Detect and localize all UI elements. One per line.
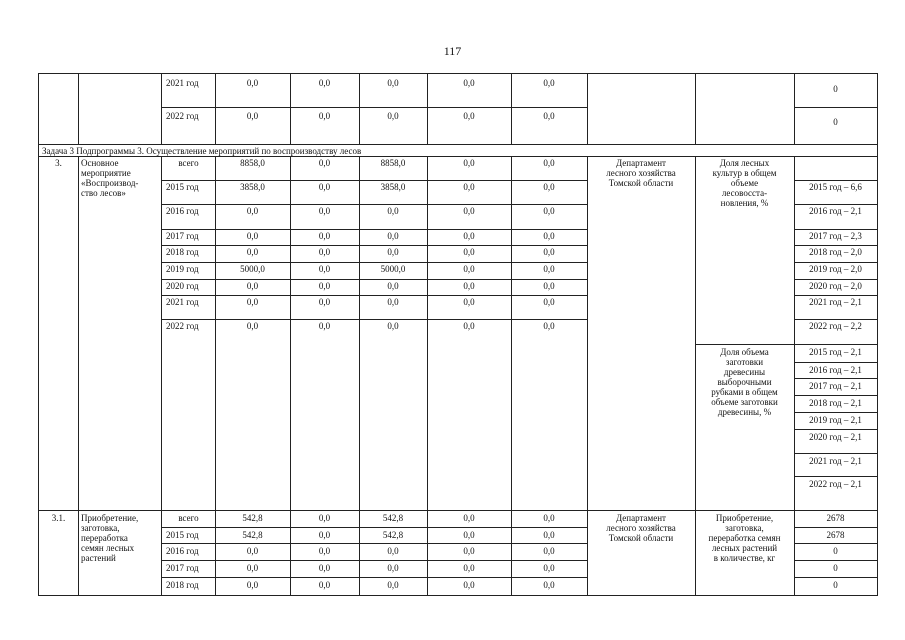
value-cell: 0,0 (318, 281, 331, 291)
value-cell: 0,0 (463, 580, 475, 590)
value-cell: 0,0 (543, 297, 555, 307)
value-cell: 0,0 (246, 297, 259, 307)
row-border (794, 180, 877, 181)
row-number: 3. (55, 158, 62, 168)
value-cell: 542,8 (382, 530, 404, 540)
indicator-name: рубками в общем (711, 387, 778, 397)
value-cell: 0,0 (318, 513, 331, 523)
year-label: всего (178, 513, 199, 523)
indicator-name: древесины (723, 367, 766, 377)
row-border (161, 295, 587, 296)
indicator-value: 0 (833, 84, 838, 94)
value-cell: 0,0 (463, 182, 475, 192)
value-cell: 0,0 (543, 182, 555, 192)
value-cell: 0,0 (318, 580, 331, 590)
row-border (161, 560, 587, 561)
indicator-name: культур в общем (712, 168, 777, 178)
column-border (78, 156, 79, 510)
row-border (161, 279, 587, 280)
value-cell: 0,0 (387, 297, 399, 307)
activity-name: мероприятие (81, 168, 131, 178)
row-border (794, 245, 877, 246)
activity-name: Приобретение, (81, 513, 139, 523)
value-cell: 0,0 (387, 580, 399, 590)
row-border (794, 395, 877, 396)
row-border (794, 295, 877, 296)
year-label: 2016 год (166, 206, 199, 216)
indicator-value: 0 (833, 546, 838, 556)
value-cell: 0,0 (543, 78, 555, 88)
value-cell: 0,0 (387, 78, 399, 88)
indicator-name: новления, % (720, 198, 769, 208)
column-border (161, 74, 162, 144)
activity-name: Основное (81, 158, 119, 168)
activity-name: растений (81, 553, 116, 563)
executor: Департамент (616, 513, 666, 523)
column-border (587, 74, 588, 144)
value-cell: 0,0 (246, 281, 259, 291)
value-cell: 0,0 (463, 78, 475, 88)
year-label: 2016 год (166, 546, 199, 556)
row-border (794, 107, 877, 108)
indicator-value: 2021 год – 2,1 (809, 456, 862, 466)
activity-name: «Воспроизвод- (81, 178, 139, 188)
indicator-name: лесовосста- (721, 188, 768, 198)
indicator-value: 2018 год – 2,1 (809, 398, 862, 408)
value-cell: 0,0 (463, 231, 475, 241)
indicator-name: древесины, % (717, 407, 772, 417)
indicator-value: 2018 год – 2,0 (809, 247, 862, 257)
row-border (161, 107, 587, 108)
row-border (161, 319, 587, 320)
value-cell: 0,0 (246, 78, 259, 88)
year-label: 2017 год (166, 231, 199, 241)
value-cell: 0,0 (318, 530, 331, 540)
row-border (794, 279, 877, 280)
row-border (794, 476, 877, 477)
indicator-value: 2016 год – 2,1 (809, 206, 862, 216)
value-cell: 5000,0 (380, 264, 406, 274)
row-border (794, 344, 877, 345)
value-cell: 0,0 (543, 580, 555, 590)
column-border (587, 156, 588, 510)
value-cell: 0,0 (318, 247, 331, 257)
indicator-name: в количестве, кг (713, 553, 776, 563)
value-cell: 0,0 (543, 513, 555, 523)
value-cell: 0,0 (387, 321, 399, 331)
value-cell: 0,0 (246, 111, 259, 121)
executor: лесного хозяйства (606, 168, 676, 178)
indicator-name: заготовки (725, 357, 764, 367)
year-label: 2022 год (166, 321, 199, 331)
value-cell: 0,0 (543, 563, 555, 573)
indicator-value: 2022 год – 2,1 (809, 479, 862, 489)
column-border (695, 156, 696, 510)
value-cell: 0,0 (318, 321, 331, 331)
value-cell: 0,0 (246, 247, 259, 257)
indicator-name: Доля лесных (719, 158, 770, 168)
value-cell: 0,0 (246, 206, 259, 216)
activity-name: заготовка, (81, 523, 120, 533)
row-border (794, 362, 877, 363)
row-border (161, 262, 587, 263)
indicator-value: 2020 год – 2,0 (809, 281, 862, 291)
executor: Томской области (608, 178, 674, 188)
indicator-name: выборочными (717, 377, 772, 387)
row-border (161, 245, 587, 246)
indicator-value: 2019 год – 2,0 (809, 264, 862, 274)
year-label: всего (178, 158, 199, 168)
value-cell: 5000,0 (240, 264, 265, 274)
value-cell: 0,0 (463, 247, 475, 257)
executor: Томской области (608, 533, 674, 543)
executor: Департамент (616, 158, 666, 168)
indicator-value: 2022 год – 2,2 (809, 321, 862, 331)
row-border (794, 412, 877, 413)
year-label: 2020 год (166, 281, 199, 291)
value-cell: 0,0 (463, 264, 475, 274)
indicator-value: 2015 год – 6,6 (809, 182, 862, 192)
program-table (38, 73, 878, 596)
activity-name: ство лесов» (81, 188, 126, 198)
indicator-name: Доля объема (720, 347, 769, 357)
value-cell: 0,0 (463, 206, 475, 216)
row-border (794, 527, 877, 528)
row-border (794, 577, 877, 578)
column-border (78, 74, 79, 144)
value-cell: 0,0 (246, 563, 259, 573)
column-border (161, 156, 162, 510)
value-cell: 8858,0 (240, 158, 265, 168)
value-cell: 0,0 (246, 231, 259, 241)
year-label: 2017 год (166, 563, 199, 573)
value-cell: 0,0 (463, 530, 475, 540)
activity-name: семян лесных (81, 543, 135, 553)
value-cell: 0,0 (318, 231, 331, 241)
row-border (161, 229, 587, 230)
value-cell: 0,0 (543, 206, 555, 216)
row-border (161, 204, 587, 205)
value-cell: 0,0 (543, 111, 555, 121)
row-border (794, 453, 877, 454)
row-border (161, 527, 587, 528)
row-border (794, 543, 877, 544)
indicator-value: 2016 год – 2,1 (809, 365, 862, 375)
executor: лесного хозяйства (606, 523, 676, 533)
row-border (161, 543, 587, 544)
value-cell: 0,0 (463, 513, 475, 523)
indicator-value: 2017 год – 2,1 (809, 381, 862, 391)
value-cell: 0,0 (318, 546, 331, 556)
indicator-name: переработка семян (708, 533, 781, 543)
year-label: 2019 год (166, 264, 199, 274)
value-cell: 0,0 (246, 546, 259, 556)
value-cell: 0,0 (318, 111, 331, 121)
year-label: 2021 год (166, 297, 199, 307)
row-border (794, 319, 877, 320)
value-cell: 3858,0 (380, 182, 406, 192)
value-cell: 0,0 (543, 321, 555, 331)
value-cell: 0,0 (543, 546, 555, 556)
value-cell: 0,0 (543, 530, 555, 540)
row-border (794, 229, 877, 230)
row-border (695, 344, 794, 345)
value-cell: 0,0 (387, 111, 399, 121)
value-cell: 0,0 (463, 563, 475, 573)
value-cell: 0,0 (387, 281, 399, 291)
value-cell: 542,8 (242, 530, 263, 540)
indicator-value: 0 (833, 580, 838, 590)
row-border (161, 577, 587, 578)
value-cell: 0,0 (463, 281, 475, 291)
row-border (794, 378, 877, 379)
value-cell: 0,0 (543, 158, 555, 168)
row-border (39, 510, 877, 511)
indicator-name: объеме заготовки (711, 397, 778, 407)
value-cell: 0,0 (463, 297, 475, 307)
indicator-name: лесных растений (711, 543, 778, 553)
year-label: 2018 год (166, 580, 199, 590)
value-cell: 8858,0 (380, 158, 406, 168)
value-cell: 0,0 (318, 563, 331, 573)
value-cell: 0,0 (318, 297, 331, 307)
value-cell: 0,0 (318, 264, 331, 274)
value-cell: 0,0 (543, 247, 555, 257)
value-cell: 0,0 (463, 111, 475, 121)
indicator-value: 0 (833, 563, 838, 573)
year-label: 2015 год (166, 530, 199, 540)
indicator-value: 2020 год – 2,1 (809, 432, 862, 442)
row-border (794, 204, 877, 205)
task-title: Задача 3 Подпрограммы 3. Осуществление мероприятий по воспроизводству лесов (42, 146, 362, 156)
activity-name: переработка (81, 533, 128, 543)
indicator-value: 2015 год – 2,1 (809, 347, 862, 357)
indicator-name: объеме (730, 178, 759, 188)
value-cell: 0,0 (318, 78, 331, 88)
value-cell: 542,8 (382, 513, 404, 523)
row-border (39, 156, 877, 157)
row-border (161, 180, 587, 181)
indicator-value: 2678 (826, 530, 845, 540)
page-number: 117 (443, 44, 462, 58)
value-cell: 542,8 (242, 513, 263, 523)
year-label: 2022 год (166, 111, 199, 121)
value-cell: 3858,0 (240, 182, 265, 192)
indicator-value: 2017 год – 2,3 (809, 231, 862, 241)
column-border (161, 510, 162, 595)
year-label: 2021 год (166, 78, 199, 88)
year-label: 2018 год (166, 247, 199, 257)
indicator-value: 2019 год – 2,1 (809, 415, 862, 425)
indicator-name: Приобретение, (715, 513, 774, 523)
value-cell: 0,0 (543, 231, 555, 241)
value-cell: 0,0 (463, 321, 475, 331)
row-border (39, 144, 877, 145)
value-cell: 0,0 (387, 563, 399, 573)
value-cell: 0,0 (463, 158, 475, 168)
row-number: 3.1. (51, 513, 66, 523)
value-cell: 0,0 (387, 247, 399, 257)
value-cell: 0,0 (543, 264, 555, 274)
value-cell: 0,0 (318, 158, 331, 168)
indicator-name: заготовка, (725, 523, 764, 533)
row-border (794, 560, 877, 561)
value-cell: 0,0 (543, 281, 555, 291)
value-cell: 0,0 (387, 231, 399, 241)
value-cell: 0,0 (387, 546, 399, 556)
value-cell: 0,0 (387, 206, 399, 216)
row-border (794, 262, 877, 263)
indicator-value: 0 (833, 117, 838, 127)
year-label: 2015 год (166, 182, 199, 192)
indicator-value: 2678 (826, 513, 845, 523)
indicator-value: 2021 год – 2,1 (809, 297, 862, 307)
value-cell: 0,0 (318, 206, 331, 216)
row-border (794, 429, 877, 430)
value-cell: 0,0 (246, 580, 259, 590)
column-border (695, 74, 696, 144)
value-cell: 0,0 (463, 546, 475, 556)
value-cell: 0,0 (318, 182, 331, 192)
value-cell: 0,0 (246, 321, 259, 331)
column-border (78, 510, 79, 595)
